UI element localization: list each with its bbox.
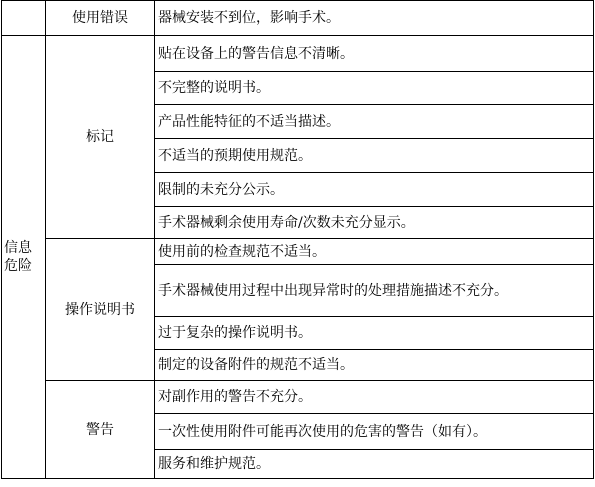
hazard-item: 不完整的说明书。 [155,72,594,105]
table-row [2,381,594,414]
group-label-line1: 信息 [4,240,32,256]
risk-table [1,0,594,479]
hazard-item: 对副作用的警告不充分。 [155,381,594,414]
hazard-item: 限制的未充分公示。 [155,173,594,207]
category-marking: 标记 [46,36,155,239]
category-instructions: 操作说明书 [46,239,155,381]
hazard-item: 手术器械剩余使用寿命/次数未充分显示。 [155,207,594,239]
group-label-line2: 危险 [4,258,32,274]
table-row [2,1,594,36]
hazard-item: 一次性使用附件可能再次使用的危害的警告（如有）。 [155,414,594,450]
hazard-item: 贴在设备上的警告信息不清晰。 [155,36,594,72]
hazard-item: 过于复杂的操作说明书。 [155,317,594,350]
hazard-item: 产品性能特征的不适当描述。 [155,105,594,139]
hazard-item: 使用前的检查规范不适当。 [155,239,594,265]
hazard-item: 手术器械使用过程中出现异常时的处理措施描述不充分。 [155,265,594,317]
table-cell-empty [2,1,46,36]
hazard-item: 器械安装不到位，影响手术。 [155,1,594,36]
hazard-item: 不适当的预期使用规范。 [155,139,594,173]
group-info-hazard [2,36,46,479]
category-warning: 警告 [46,381,155,479]
category-use-error: 使用错误 [46,1,155,36]
hazard-item: 制定的设备附件的规范不适当。 [155,350,594,381]
table-row [2,36,594,72]
hazard-item: 服务和维护规范。 [155,450,594,479]
table-row [2,239,594,265]
